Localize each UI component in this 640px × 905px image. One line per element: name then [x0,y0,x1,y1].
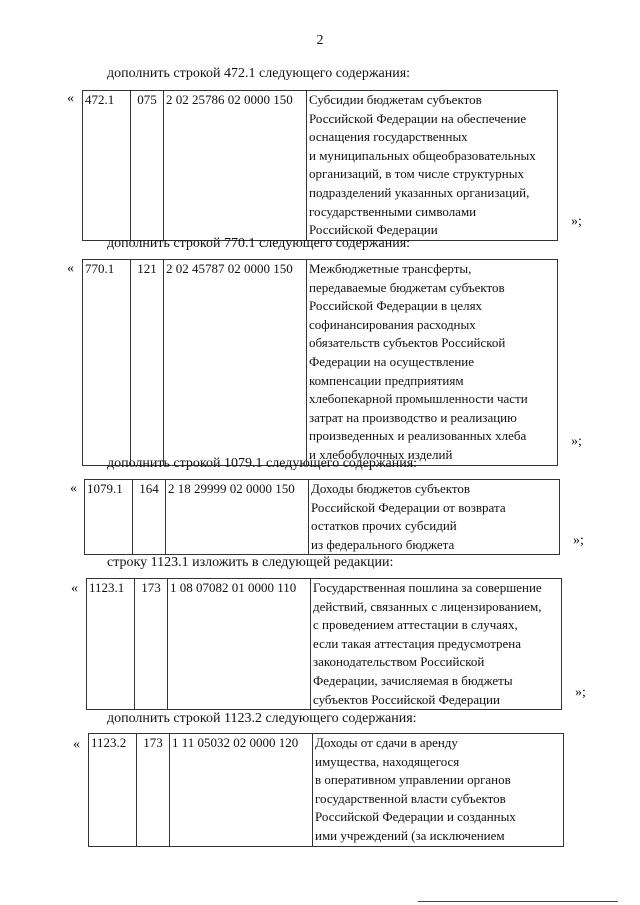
entry-intro: строку 1123.1 изложить в следующей редакции: [107,555,394,570]
row-admin-code: 173 [135,579,168,710]
row-description: Межбюджетные трансферты, передаваемые бюджетам субъектов Российской Федерации в целях софинансирования расходных обязательств субъектов Российской Федерации на осуществление компенсации предприятиям хлебопекарной промышленности части затрат на производство и реализацию произведенных и реализованных хлеба и хлебобулочных изделий [307,260,558,466]
row-kbk: 2 18 29999 02 0000 150 [166,480,309,555]
row-code: 1123.2 [89,734,137,847]
close-quote: »; [571,214,582,229]
row-description: Доходы бюджетов субъектов Российской Федерации от возврата остатков прочих субсидий из федерального бюджета [309,480,560,555]
table-row [83,260,558,466]
row-code: 1079.1 [85,480,133,555]
entry-table [88,733,564,847]
row-description: Доходы от сдачи в аренду имущества, находящегося в оперативном управлении органов государственной власти субъектов Российской Федерации и созданных ими учреждений (за исключением [313,734,564,847]
row-kbk: 2 02 25786 02 0000 150 [164,91,307,241]
row-admin-code: 164 [133,480,166,555]
row-code: 1123.1 [87,579,135,710]
close-quote: »; [575,685,586,700]
row-code: 770.1 [83,260,131,466]
footer-rule [418,901,618,902]
page-number: 2 [316,33,324,48]
row-kbk: 1 08 07082 01 0000 110 [168,579,311,710]
close-quote: »; [573,533,584,548]
entry-intro: дополнить строкой 1123.2 следующего содержания: [107,711,417,726]
entry-table [82,259,558,466]
open-quote: « [70,481,77,496]
entry-intro: дополнить строкой 472.1 следующего содержания: [107,66,411,81]
row-kbk: 2 02 45787 02 0000 150 [164,260,307,466]
table-row [89,734,564,847]
row-description: Субсидии бюджетам субъектов Российской Федерации на обеспечение оснащения государственных и муниципальных общеобразовательных организаций, в том числе структурных подразделений указанных организаций, государственными символами Российской Федерации [307,91,558,241]
entry-table [84,479,560,555]
row-code: 472.1 [83,91,131,241]
entry-intro: дополнить строкой 1079.1 следующего содержания: [107,456,418,471]
open-quote: « [71,581,78,596]
row-kbk: 1 11 05032 02 0000 120 [170,734,313,847]
open-quote: « [67,261,74,276]
open-quote: « [73,737,80,752]
row-admin-code: 075 [131,91,164,241]
table-row [85,480,560,555]
table-row [83,91,558,241]
row-description: Государственная пошлина за совершение действий, связанных с лицензированием, с проведением аттестации в случаях, если такая аттестация предусмотрена законодательством Российской Федерации, зачисляемая в бюджеты субъектов Российской Федерации [311,579,562,710]
entry-table [86,578,562,710]
row-admin-code: 173 [137,734,170,847]
row-admin-code: 121 [131,260,164,466]
table-row [87,579,562,710]
open-quote: « [67,91,74,106]
close-quote: »; [571,434,582,449]
entry-table [82,90,558,241]
entry-intro: дополнить строкой 770.1 следующего содержания: [107,236,411,251]
